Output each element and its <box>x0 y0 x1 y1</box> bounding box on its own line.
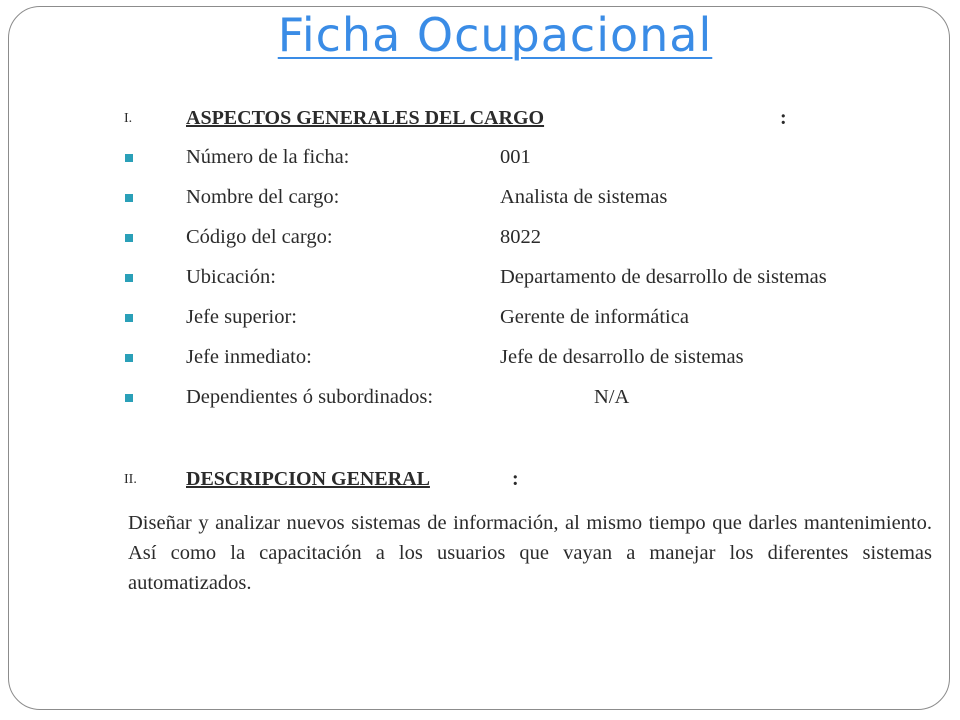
field-value: N/A <box>594 386 630 408</box>
field-label: Jefe superior: <box>186 306 297 328</box>
section-colon: : <box>780 107 787 129</box>
section-number: II. <box>124 472 137 487</box>
field-label: Jefe inmediato: <box>186 346 312 368</box>
square-bullet-icon <box>125 354 133 362</box>
square-bullet-icon <box>125 194 133 202</box>
square-bullet-icon <box>125 154 133 162</box>
square-bullet-icon <box>125 394 133 402</box>
field-label: Número de la ficha: <box>186 146 350 168</box>
square-bullet-icon <box>125 274 133 282</box>
section-title: ASPECTOS GENERALES DEL CARGO <box>186 107 545 129</box>
square-bullet-icon <box>125 314 133 322</box>
field-label: Dependientes ó subordinados: <box>186 386 434 408</box>
field-value: Departamento de desarrollo de sistemas <box>500 266 827 288</box>
field-value: 8022 <box>500 226 541 248</box>
field-value: Gerente de informática <box>500 306 689 328</box>
field-value: 001 <box>500 146 531 168</box>
description-paragraph: Diseñar y analizar nuevos sistemas de información, al mismo tiempo que darles mantenimiento. Así como la capacitación a los usuarios que vayan a manejar los diferentes sistemas automatizados. <box>128 512 932 594</box>
section-number: I. <box>124 111 133 126</box>
section-colon: : <box>512 468 519 490</box>
page-title: Ficha Ocupacional <box>277 8 713 62</box>
square-bullet-icon <box>125 234 133 242</box>
field-label: Ubicación: <box>186 266 276 288</box>
field-label: Nombre del cargo: <box>186 186 340 208</box>
field-value: Jefe de desarrollo de sistemas <box>500 346 744 368</box>
section-title: DESCRIPCION GENERAL <box>186 468 430 490</box>
field-value: Analista de sistemas <box>500 186 668 208</box>
field-label: Código del cargo: <box>186 226 333 248</box>
